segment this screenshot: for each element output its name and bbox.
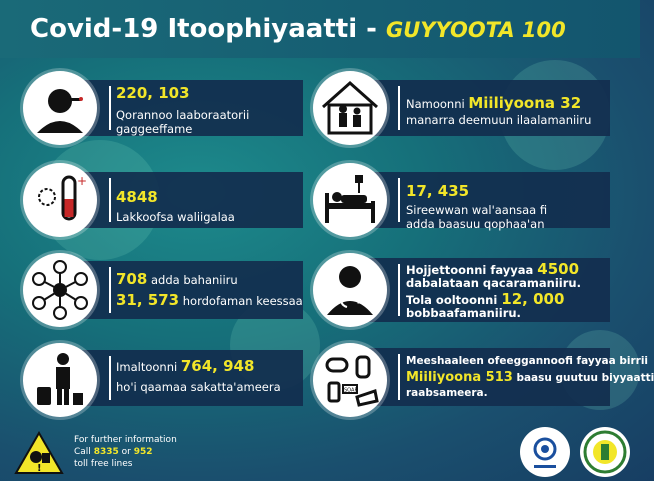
footer-number1: 8335 — [93, 447, 119, 457]
contacts-followed-label: hordofaman keessaa — [182, 294, 303, 308]
footer-or: or — [121, 447, 131, 457]
ppe-line2: baasu guutuu biyyaatti — [516, 372, 654, 384]
travel-label: ho'i qaamaa sakatta'ameera — [116, 380, 281, 394]
title-accent: GUYYOOTA 100 — [386, 18, 566, 42]
volunteers-line: Tola ooltoonni — [406, 293, 498, 307]
traveler-icon — [23, 343, 97, 417]
volunteers-line2b: bobbaafamaniiru. — [406, 306, 521, 320]
facilities-prefix: Namoonni — [406, 97, 465, 111]
treatment-label: Sireewwan wal'aansaa fi — [406, 203, 548, 217]
volunteers-number: 12, 000 — [501, 290, 565, 308]
facilities-number: Miiliyoona 32 — [468, 94, 582, 112]
svg-text:SOAP: SOAP — [344, 387, 358, 394]
ppe-supplies-icon — [313, 343, 387, 417]
footer-line1: For further information — [74, 435, 177, 445]
ppe-line3: raabsameera. — [406, 387, 488, 399]
page-title — [30, 14, 566, 44]
travel-number: 764, 948 — [180, 357, 255, 375]
doctor-icon — [313, 253, 387, 327]
network-icon — [23, 253, 97, 327]
svg-text:!: ! — [37, 463, 42, 474]
contacts-followed-number: 31, 573 — [116, 291, 180, 309]
contacts-identified-label: adda bahaniiru — [150, 273, 238, 287]
footer-call: Call — [74, 447, 91, 457]
treatment-number: 17, 435 — [406, 182, 470, 200]
tests-label: Qorannoo laaboraatorii — [116, 108, 250, 122]
title-text: Covid-19 Itoophiyaatti - — [30, 14, 387, 44]
ppe-line1: Meeshaaleen ofeeggannoofi fayyaa birrii — [406, 355, 649, 367]
tests-number: 220, 103 — [116, 84, 190, 102]
warning-icon — [14, 431, 64, 475]
health-workers-line1: Hojjettoonni fayyaa — [406, 263, 534, 277]
contacts-identified-number: 708 — [116, 270, 148, 288]
health-workers-line1b: dabalataan qacaramaniiru. — [406, 276, 581, 290]
tests-label2: gaggeeffame — [116, 122, 193, 136]
ppe-number: Miiliyoona 513 — [406, 370, 513, 385]
footer-line2 — [74, 446, 177, 458]
house-visit-icon — [313, 71, 387, 145]
title-bar — [0, 0, 640, 58]
health-workers-number: 4500 — [537, 260, 580, 278]
travel-prefix: Imaltoonni — [116, 360, 178, 374]
cases-label: Lakkoofsa waliigalaa — [116, 210, 235, 224]
treatment-label2: adda baasuu qophaa'an — [406, 217, 545, 231]
hospital-bed-icon — [313, 163, 387, 237]
svg-text:+: + — [77, 174, 88, 188]
footer-line3: toll free lines — [74, 459, 133, 469]
ministry-of-health-logo — [580, 427, 630, 477]
test-tube-icon — [23, 163, 97, 237]
footer-info — [74, 434, 177, 470]
footer-number2: 952 — [133, 447, 153, 457]
contacts-card — [70, 261, 303, 319]
ephi-logo — [520, 427, 570, 477]
facilities-label: manarra deemuun ilaalamaniiru — [406, 113, 592, 127]
cases-number: 4848 — [116, 188, 158, 206]
lab-test-icon — [23, 71, 97, 145]
